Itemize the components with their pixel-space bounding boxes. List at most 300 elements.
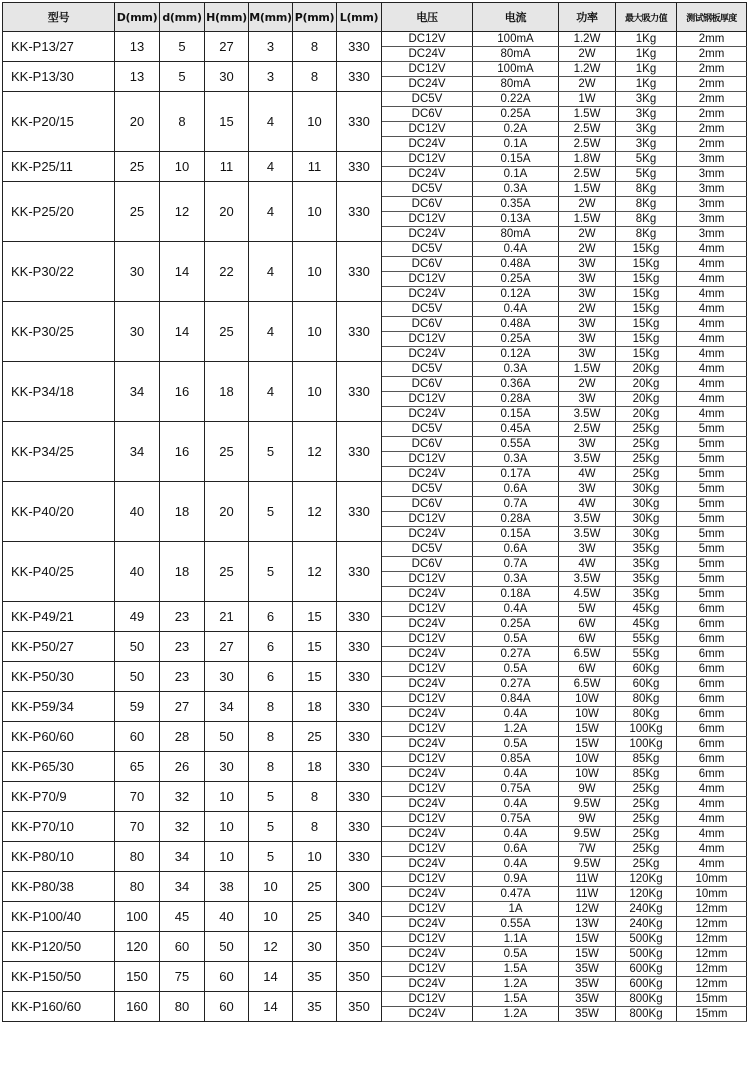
dim-p-cell: 15 <box>293 602 337 632</box>
dim-d-inner-cell: 32 <box>160 812 205 842</box>
dim-p-cell: 10 <box>293 302 337 362</box>
voltage-cell: DC24V <box>382 857 473 872</box>
dim-d-outer-cell: 65 <box>115 752 160 782</box>
model-cell: KK-P25/20 <box>3 182 115 242</box>
dim-d-inner-cell: 27 <box>160 692 205 722</box>
dim-length-cell: 340 <box>337 902 382 932</box>
dim-p-cell: 15 <box>293 632 337 662</box>
dim-d-outer-cell: 70 <box>115 782 160 812</box>
max-force-cell: 1Kg <box>616 47 677 62</box>
dim-d-inner-cell: 18 <box>160 482 205 542</box>
current-cell: 0.4A <box>473 827 559 842</box>
table-row <box>3 632 747 647</box>
power-cell: 2.5W <box>559 167 616 182</box>
dim-p-cell: 25 <box>293 902 337 932</box>
voltage-cell: DC5V <box>382 482 473 497</box>
max-force-cell: 30Kg <box>616 497 677 512</box>
dim-d-outer-cell: 59 <box>115 692 160 722</box>
plate-thickness-cell: 12mm <box>677 947 747 962</box>
table-row <box>3 842 747 857</box>
voltage-cell: DC24V <box>382 917 473 932</box>
current-cell: 0.3A <box>473 362 559 377</box>
max-force-cell: 35Kg <box>616 587 677 602</box>
voltage-cell: DC24V <box>382 677 473 692</box>
power-cell: 10W <box>559 752 616 767</box>
voltage-cell: DC24V <box>382 527 473 542</box>
plate-thickness-cell: 4mm <box>677 302 747 317</box>
current-cell: 0.25A <box>473 332 559 347</box>
max-force-cell: 80Kg <box>616 692 677 707</box>
max-force-cell: 120Kg <box>616 872 677 887</box>
dim-p-cell: 10 <box>293 842 337 872</box>
voltage-cell: DC12V <box>382 812 473 827</box>
current-cell: 0.3A <box>473 182 559 197</box>
max-force-cell: 30Kg <box>616 527 677 542</box>
max-force-cell: 25Kg <box>616 842 677 857</box>
dim-d-inner-cell: 14 <box>160 302 205 362</box>
dim-d-inner-cell: 34 <box>160 842 205 872</box>
plate-thickness-cell: 6mm <box>677 617 747 632</box>
dim-d-outer-cell: 80 <box>115 842 160 872</box>
dim-d-outer-cell: 25 <box>115 152 160 182</box>
current-cell: 0.28A <box>473 512 559 527</box>
max-force-cell: 25Kg <box>616 797 677 812</box>
dim-d-outer-cell: 60 <box>115 722 160 752</box>
dim-m-cell: 10 <box>249 902 293 932</box>
table-row <box>3 92 747 107</box>
model-cell: KK-P20/15 <box>3 92 115 152</box>
current-cell: 0.45A <box>473 422 559 437</box>
max-force-cell: 15Kg <box>616 302 677 317</box>
power-cell: 1.5W <box>559 212 616 227</box>
current-cell: 0.84A <box>473 692 559 707</box>
power-cell: 1.2W <box>559 32 616 47</box>
plate-thickness-cell: 5mm <box>677 452 747 467</box>
dim-d-outer-cell: 120 <box>115 932 160 962</box>
current-cell: 0.4A <box>473 242 559 257</box>
table-row <box>3 32 747 47</box>
power-cell: 3W <box>559 482 616 497</box>
power-cell: 35W <box>559 962 616 977</box>
dim-p-cell: 12 <box>293 482 337 542</box>
power-cell: 1W <box>559 92 616 107</box>
max-force-cell: 100Kg <box>616 722 677 737</box>
plate-thickness-cell: 4mm <box>677 392 747 407</box>
current-cell: 0.25A <box>473 107 559 122</box>
voltage-cell: DC12V <box>382 782 473 797</box>
dim-length-cell: 330 <box>337 242 382 302</box>
power-cell: 2W <box>559 197 616 212</box>
dim-p-cell: 10 <box>293 362 337 422</box>
dim-m-cell: 4 <box>249 362 293 422</box>
dim-length-cell: 330 <box>337 662 382 692</box>
max-force-cell: 35Kg <box>616 542 677 557</box>
power-cell: 10W <box>559 767 616 782</box>
header-height: H(mm) <box>205 3 249 32</box>
dim-p-cell: 10 <box>293 182 337 242</box>
current-cell: 0.15A <box>473 152 559 167</box>
dim-m-cell: 5 <box>249 542 293 602</box>
current-cell: 0.6A <box>473 542 559 557</box>
power-cell: 9.5W <box>559 797 616 812</box>
dim-m-cell: 5 <box>249 482 293 542</box>
model-cell: KK-P80/38 <box>3 872 115 902</box>
plate-thickness-cell: 5mm <box>677 422 747 437</box>
max-force-cell: 100Kg <box>616 737 677 752</box>
table-row <box>3 62 747 77</box>
voltage-cell: DC24V <box>382 617 473 632</box>
max-force-cell: 1Kg <box>616 77 677 92</box>
model-cell: KK-P13/30 <box>3 62 115 92</box>
table-row <box>3 932 747 947</box>
plate-thickness-cell: 6mm <box>677 602 747 617</box>
voltage-cell: DC5V <box>382 182 473 197</box>
plate-thickness-cell: 2mm <box>677 137 747 152</box>
dim-d-outer-cell: 20 <box>115 92 160 152</box>
power-cell: 3W <box>559 257 616 272</box>
voltage-cell: DC12V <box>382 842 473 857</box>
max-force-cell: 45Kg <box>616 602 677 617</box>
max-force-cell: 25Kg <box>616 812 677 827</box>
model-cell: KK-P70/10 <box>3 812 115 842</box>
voltage-cell: DC6V <box>382 257 473 272</box>
dim-height-cell: 27 <box>205 632 249 662</box>
dim-d-outer-cell: 13 <box>115 32 160 62</box>
plate-thickness-cell: 2mm <box>677 32 747 47</box>
max-force-cell: 15Kg <box>616 287 677 302</box>
current-cell: 0.6A <box>473 842 559 857</box>
max-force-cell: 55Kg <box>616 647 677 662</box>
voltage-cell: DC12V <box>382 722 473 737</box>
table-body <box>3 32 747 1022</box>
current-cell: 100mA <box>473 32 559 47</box>
max-force-cell: 60Kg <box>616 677 677 692</box>
current-cell: 1.1A <box>473 932 559 947</box>
max-force-cell: 20Kg <box>616 407 677 422</box>
max-force-cell: 25Kg <box>616 782 677 797</box>
max-force-cell: 30Kg <box>616 482 677 497</box>
dim-height-cell: 40 <box>205 902 249 932</box>
power-cell: 2W <box>559 47 616 62</box>
dim-d-inner-cell: 80 <box>160 992 205 1022</box>
voltage-cell: DC5V <box>382 542 473 557</box>
voltage-cell: DC5V <box>382 92 473 107</box>
dim-length-cell: 330 <box>337 92 382 152</box>
dim-length-cell: 330 <box>337 482 382 542</box>
dim-length-cell: 330 <box>337 782 382 812</box>
power-cell: 1.2W <box>559 62 616 77</box>
dim-length-cell: 330 <box>337 362 382 422</box>
plate-thickness-cell: 3mm <box>677 212 747 227</box>
dim-height-cell: 10 <box>205 842 249 872</box>
current-cell: 80mA <box>473 77 559 92</box>
dim-height-cell: 22 <box>205 242 249 302</box>
plate-thickness-cell: 3mm <box>677 167 747 182</box>
dim-m-cell: 4 <box>249 182 293 242</box>
dim-m-cell: 12 <box>249 932 293 962</box>
voltage-cell: DC12V <box>382 512 473 527</box>
voltage-cell: DC12V <box>382 932 473 947</box>
header-power: 功率 <box>559 3 616 32</box>
dim-length-cell: 330 <box>337 602 382 632</box>
power-cell: 2.5W <box>559 122 616 137</box>
model-cell: KK-P13/27 <box>3 32 115 62</box>
dim-d-outer-cell: 30 <box>115 242 160 302</box>
dim-p-cell: 10 <box>293 242 337 302</box>
power-cell: 9W <box>559 782 616 797</box>
dim-length-cell: 330 <box>337 62 382 92</box>
model-cell: KK-P80/10 <box>3 842 115 872</box>
power-cell: 10W <box>559 692 616 707</box>
dim-p-cell: 11 <box>293 152 337 182</box>
dim-height-cell: 60 <box>205 962 249 992</box>
voltage-cell: DC24V <box>382 167 473 182</box>
plate-thickness-cell: 4mm <box>677 272 747 287</box>
current-cell: 0.1A <box>473 167 559 182</box>
dim-m-cell: 10 <box>249 872 293 902</box>
current-cell: 0.47A <box>473 887 559 902</box>
current-cell: 1.2A <box>473 722 559 737</box>
current-cell: 0.75A <box>473 812 559 827</box>
dim-d-outer-cell: 34 <box>115 362 160 422</box>
table-row <box>3 542 747 557</box>
power-cell: 4.5W <box>559 587 616 602</box>
current-cell: 0.35A <box>473 197 559 212</box>
power-cell: 2W <box>559 242 616 257</box>
max-force-cell: 30Kg <box>616 512 677 527</box>
current-cell: 0.4A <box>473 857 559 872</box>
dim-d-outer-cell: 25 <box>115 182 160 242</box>
plate-thickness-cell: 6mm <box>677 677 747 692</box>
voltage-cell: DC24V <box>382 887 473 902</box>
model-cell: KK-P40/25 <box>3 542 115 602</box>
current-cell: 0.4A <box>473 302 559 317</box>
max-force-cell: 3Kg <box>616 137 677 152</box>
current-cell: 1.2A <box>473 1007 559 1022</box>
plate-thickness-cell: 4mm <box>677 287 747 302</box>
power-cell: 2W <box>559 227 616 242</box>
voltage-cell: DC24V <box>382 827 473 842</box>
max-force-cell: 25Kg <box>616 827 677 842</box>
table-row <box>3 782 747 797</box>
dim-d-outer-cell: 40 <box>115 542 160 602</box>
power-cell: 35W <box>559 977 616 992</box>
dim-d-outer-cell: 70 <box>115 812 160 842</box>
dim-height-cell: 25 <box>205 422 249 482</box>
power-cell: 15W <box>559 947 616 962</box>
dim-d-inner-cell: 23 <box>160 632 205 662</box>
power-cell: 3.5W <box>559 407 616 422</box>
power-cell: 35W <box>559 1007 616 1022</box>
current-cell: 0.4A <box>473 707 559 722</box>
power-cell: 3W <box>559 437 616 452</box>
model-cell: KK-P30/22 <box>3 242 115 302</box>
dim-length-cell: 330 <box>337 182 382 242</box>
max-force-cell: 240Kg <box>616 902 677 917</box>
voltage-cell: DC12V <box>382 452 473 467</box>
model-cell: KK-P160/60 <box>3 992 115 1022</box>
voltage-cell: DC12V <box>382 152 473 167</box>
table-row <box>3 602 747 617</box>
dim-length-cell: 330 <box>337 32 382 62</box>
current-cell: 0.13A <box>473 212 559 227</box>
max-force-cell: 15Kg <box>616 317 677 332</box>
model-cell: KK-P65/30 <box>3 752 115 782</box>
voltage-cell: DC12V <box>382 392 473 407</box>
dim-length-cell: 330 <box>337 542 382 602</box>
current-cell: 0.25A <box>473 272 559 287</box>
max-force-cell: 5Kg <box>616 152 677 167</box>
plate-thickness-cell: 2mm <box>677 62 747 77</box>
dim-length-cell: 330 <box>337 422 382 482</box>
dim-length-cell: 330 <box>337 692 382 722</box>
dim-p-cell: 18 <box>293 692 337 722</box>
plate-thickness-cell: 12mm <box>677 932 747 947</box>
power-cell: 2W <box>559 302 616 317</box>
voltage-cell: DC12V <box>382 122 473 137</box>
dim-length-cell: 330 <box>337 722 382 752</box>
current-cell: 0.15A <box>473 527 559 542</box>
plate-thickness-cell: 6mm <box>677 752 747 767</box>
current-cell: 0.27A <box>473 647 559 662</box>
plate-thickness-cell: 2mm <box>677 92 747 107</box>
max-force-cell: 3Kg <box>616 122 677 137</box>
dim-d-outer-cell: 150 <box>115 962 160 992</box>
model-cell: KK-P59/34 <box>3 692 115 722</box>
table-row <box>3 752 747 767</box>
dim-m-cell: 6 <box>249 662 293 692</box>
table-row <box>3 812 747 827</box>
table-row <box>3 482 747 497</box>
max-force-cell: 35Kg <box>616 557 677 572</box>
dim-height-cell: 20 <box>205 482 249 542</box>
max-force-cell: 20Kg <box>616 377 677 392</box>
dim-m-cell: 14 <box>249 992 293 1022</box>
plate-thickness-cell: 5mm <box>677 557 747 572</box>
current-cell: 0.7A <box>473 497 559 512</box>
plate-thickness-cell: 5mm <box>677 527 747 542</box>
dim-p-cell: 12 <box>293 422 337 482</box>
dim-p-cell: 15 <box>293 662 337 692</box>
power-cell: 1.8W <box>559 152 616 167</box>
dim-height-cell: 27 <box>205 32 249 62</box>
power-cell: 6.5W <box>559 647 616 662</box>
max-force-cell: 25Kg <box>616 422 677 437</box>
plate-thickness-cell: 6mm <box>677 767 747 782</box>
max-force-cell: 55Kg <box>616 632 677 647</box>
dim-d-outer-cell: 50 <box>115 632 160 662</box>
dim-d-outer-cell: 80 <box>115 872 160 902</box>
power-cell: 3W <box>559 542 616 557</box>
model-cell: KK-P50/30 <box>3 662 115 692</box>
max-force-cell: 600Kg <box>616 962 677 977</box>
dim-p-cell: 35 <box>293 992 337 1022</box>
dim-p-cell: 8 <box>293 32 337 62</box>
plate-thickness-cell: 4mm <box>677 857 747 872</box>
dim-d-inner-cell: 75 <box>160 962 205 992</box>
max-force-cell: 120Kg <box>616 887 677 902</box>
model-cell: KK-P25/11 <box>3 152 115 182</box>
dim-height-cell: 60 <box>205 992 249 1022</box>
dim-m-cell: 3 <box>249 62 293 92</box>
voltage-cell: DC6V <box>382 197 473 212</box>
power-cell: 1.5W <box>559 107 616 122</box>
max-force-cell: 20Kg <box>616 392 677 407</box>
dim-height-cell: 11 <box>205 152 249 182</box>
current-cell: 0.3A <box>473 452 559 467</box>
dim-m-cell: 4 <box>249 92 293 152</box>
dim-d-outer-cell: 160 <box>115 992 160 1022</box>
dim-height-cell: 21 <box>205 602 249 632</box>
dim-length-cell: 330 <box>337 812 382 842</box>
dim-length-cell: 330 <box>337 752 382 782</box>
max-force-cell: 3Kg <box>616 107 677 122</box>
power-cell: 3W <box>559 347 616 362</box>
max-force-cell: 25Kg <box>616 437 677 452</box>
header-d-outer: D(mm) <box>115 3 160 32</box>
dim-d-inner-cell: 16 <box>160 422 205 482</box>
max-force-cell: 500Kg <box>616 947 677 962</box>
dim-height-cell: 50 <box>205 932 249 962</box>
max-force-cell: 8Kg <box>616 182 677 197</box>
power-cell: 2.5W <box>559 137 616 152</box>
plate-thickness-cell: 5mm <box>677 482 747 497</box>
max-force-cell: 35Kg <box>616 572 677 587</box>
current-cell: 80mA <box>473 47 559 62</box>
current-cell: 0.12A <box>473 287 559 302</box>
dim-m-cell: 8 <box>249 692 293 722</box>
current-cell: 0.27A <box>473 677 559 692</box>
voltage-cell: DC12V <box>382 332 473 347</box>
plate-thickness-cell: 12mm <box>677 917 747 932</box>
power-cell: 3W <box>559 332 616 347</box>
current-cell: 0.28A <box>473 392 559 407</box>
current-cell: 0.5A <box>473 947 559 962</box>
header-d-inner: d(mm) <box>160 3 205 32</box>
plate-thickness-cell: 15mm <box>677 992 747 1007</box>
current-cell: 0.4A <box>473 797 559 812</box>
current-cell: 1.5A <box>473 992 559 1007</box>
table-row <box>3 242 747 257</box>
voltage-cell: DC24V <box>382 137 473 152</box>
model-cell: KK-P40/20 <box>3 482 115 542</box>
plate-thickness-cell: 4mm <box>677 242 747 257</box>
dim-d-inner-cell: 5 <box>160 62 205 92</box>
table-row <box>3 962 747 977</box>
dim-p-cell: 10 <box>293 92 337 152</box>
dim-m-cell: 14 <box>249 962 293 992</box>
max-force-cell: 85Kg <box>616 767 677 782</box>
plate-thickness-cell: 5mm <box>677 497 747 512</box>
model-cell: KK-P49/21 <box>3 602 115 632</box>
power-cell: 3W <box>559 317 616 332</box>
dim-height-cell: 34 <box>205 692 249 722</box>
voltage-cell: DC24V <box>382 947 473 962</box>
dim-height-cell: 10 <box>205 812 249 842</box>
power-cell: 6W <box>559 632 616 647</box>
max-force-cell: 240Kg <box>616 917 677 932</box>
header-model: 型号 <box>3 3 115 32</box>
dim-height-cell: 25 <box>205 542 249 602</box>
dim-p-cell: 8 <box>293 812 337 842</box>
header-m: M(mm) <box>249 3 293 32</box>
plate-thickness-cell: 4mm <box>677 782 747 797</box>
dim-m-cell: 3 <box>249 32 293 62</box>
voltage-cell: DC12V <box>382 272 473 287</box>
power-cell: 15W <box>559 737 616 752</box>
plate-thickness-cell: 2mm <box>677 122 747 137</box>
power-cell: 4W <box>559 467 616 482</box>
